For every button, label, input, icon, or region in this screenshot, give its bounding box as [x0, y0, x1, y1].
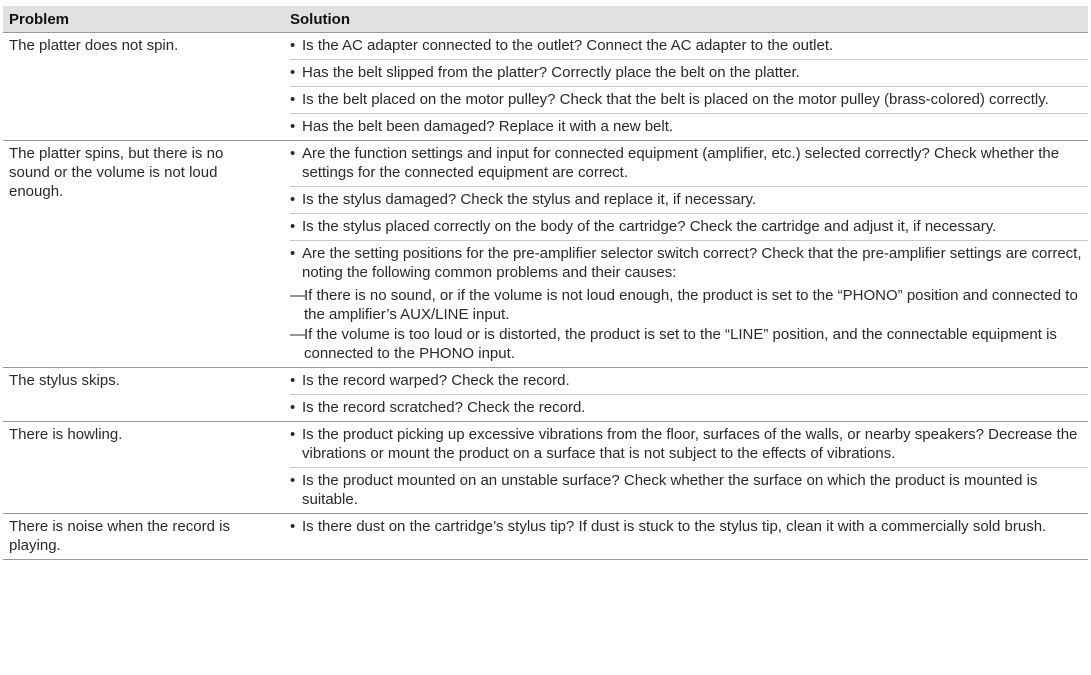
table-row: [3, 514, 1088, 560]
solution-subitem: — If there is no sound, or if the volume is not loud enough, the product is set to the “PHONO” position and connected to the amplifier’s AUX/LINE input.: [290, 287, 1078, 323]
problem-cell: The stylus skips.: [9, 372, 120, 389]
bullet-icon: •: [290, 64, 296, 81]
bullet-icon: •: [290, 37, 296, 54]
bullet-icon: •: [290, 245, 296, 262]
dash-icon: —: [290, 287, 305, 304]
solution-cell: [286, 33, 1088, 140]
solution-item: • Is the belt placed on the motor pulley? Check that the belt is placed on the motor pulley (brass-colored) correctly.: [290, 87, 1088, 114]
bullet-icon: •: [290, 91, 296, 108]
solution-item: • Is the AC adapter connected to the outlet? Connect the AC adapter to the outlet.: [290, 33, 1088, 60]
solution-item: • Is the product mounted on an unstable surface? Check whether the surface on which the product is mounted is suitable.: [290, 472, 1038, 508]
bullet-icon: •: [290, 191, 296, 208]
problem-cell: There is howling.: [9, 426, 123, 443]
problem-column-header: Problem: [9, 10, 70, 28]
table-row: [3, 141, 1088, 368]
troubleshooting-table: [3, 6, 1088, 560]
bullet-icon: •: [290, 218, 296, 235]
solution-item: • Are the setting positions for the pre-amplifier selector switch correct? Check that the pre-amplifier settings are correct, noting the following common problems and their causes:: [290, 245, 1082, 281]
solution-item: • Is the stylus damaged? Check the stylus and replace it, if necessary.: [290, 187, 1088, 214]
bullet-icon: •: [290, 472, 296, 489]
solution-cell: [286, 514, 1088, 559]
solution-item: • Has the belt slipped from the platter? Correctly place the belt on the platter.: [290, 60, 1088, 87]
solution-item: • Is the record scratched? Check the record.: [290, 399, 586, 416]
solution-cell: [286, 141, 1088, 367]
problem-cell: The platter spins, but there is no sound or the volume is not loud enough.: [9, 145, 224, 200]
bullet-icon: •: [290, 372, 296, 389]
solution-cell: [286, 422, 1088, 513]
bullet-icon: •: [290, 426, 296, 443]
problem-cell: There is noise when the record is playing.: [9, 518, 230, 554]
table-header: [3, 6, 1088, 33]
table-row: [3, 33, 1088, 141]
solution-item: • Has the belt been damaged? Replace it with a new belt.: [290, 118, 674, 135]
solution-subitem: — If the volume is too loud or is distorted, the product is set to the “LINE” position, and the connectable equipment is connected to the PHONO input.: [290, 326, 1057, 362]
table-row: [3, 368, 1088, 422]
solution-item: • Is there dust on the cartridge’s stylus tip? If dust is stuck to the stylus tip, clean it with a commercially sold brush.: [290, 518, 1047, 535]
solution-column-header: Solution: [290, 10, 350, 28]
table-row: [3, 422, 1088, 514]
bullet-icon: •: [290, 518, 296, 535]
solution-item: • Is the record warped? Check the record.: [290, 368, 1088, 395]
dash-icon: —: [290, 326, 305, 343]
solution-item: • Are the function settings and input for connected equipment (amplifier, etc.) selected correctly? Check whether the settings for the connected equipment are correct.: [290, 141, 1088, 187]
solution-cell: [286, 368, 1088, 421]
problem-cell: The platter does not spin.: [9, 37, 179, 54]
bullet-icon: •: [290, 118, 296, 135]
solution-item: • Is the stylus placed correctly on the body of the cartridge? Check the cartridge and adjust it, if necessary.: [290, 214, 1088, 241]
bullet-icon: •: [290, 145, 296, 162]
solution-item: • Is the product picking up excessive vibrations from the floor, surfaces of the walls, or nearby speakers? Decrease the vibrations or mount the product on a surface that is not subject to the effects of vibrations.: [290, 422, 1088, 468]
bullet-icon: •: [290, 399, 296, 416]
